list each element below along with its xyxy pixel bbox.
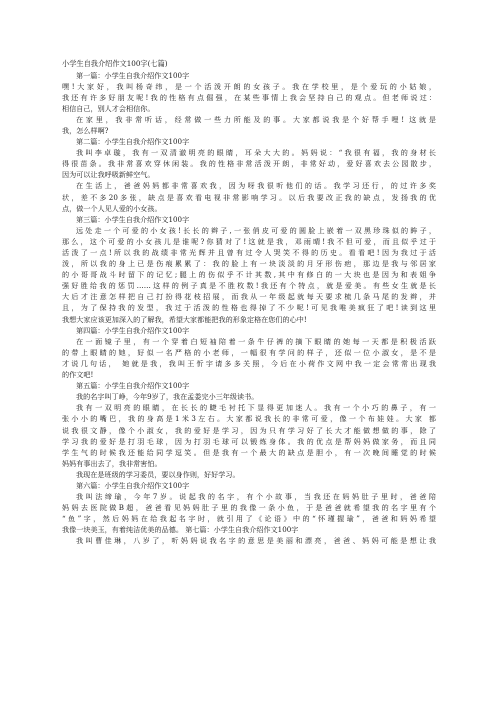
paragraph-line: 的小哥哥战斗时留下的记忆;腿上的伤似乎不计其数,其中有修白的一大块也是因为和表姐争	[62, 270, 436, 280]
paragraph-line: 状，差不多20多张，缺点是喜欢看电视非常影响学习。以后我要改正我的缺点，发扬我的优	[62, 192, 436, 202]
paragraph-line: 因为可以让我呼吸新鲜空气。	[62, 170, 155, 180]
paragraph-line: 活泼了一点!所以我的战绩非常光辉并且曾有过令人哭笑不得的历史。看看吧!因为我过于活	[62, 248, 436, 257]
paragraph-line: 相信自己，别人才会相信你。	[62, 103, 155, 113]
document-title: 小学生自我介绍作文100字(七篇)	[62, 59, 168, 68]
paragraph-line: 我现在是班级的学习委员，要以身作则，好好学习。	[76, 469, 240, 479]
paragraph-line: 在家里，我非常听话，经常做一些力所能及的事。大家都说我是个好帮手哩! 这就是	[76, 114, 436, 124]
paragraph-line: 才说几句话， 她就是我，我叫王忻宇请多多关照，今后在小荷作文网中我一定会常常出现我	[62, 358, 436, 368]
section-heading: 第二篇：小学生自我介绍作文100字	[76, 137, 190, 147]
paragraph-line: 学生气的时候我还能给同学逗笑。但是我有一个最大的缺点是胆小，有一次晚间睡觉的时候	[62, 447, 436, 457]
paragraph-line: 说我很文静，像个小淑女，我的爱好是学习，因为只有学习好了长大才能做想做的事，除了	[62, 425, 436, 435]
paragraph-line: 在生活上，爸爸妈妈都非常喜欢我，因为呀我很听他们的话。我学习还行，的过许多奖	[76, 181, 436, 191]
paragraph-line: 妈妈去医院做B超，爸爸看见妈妈肚子里的我像一条小鱼，于是爸爸就希望我的名字里有个	[62, 503, 436, 513]
section-heading: 第四篇：小学生自我介绍作文100字	[76, 325, 190, 335]
section-heading: 第六篇：小学生自我介绍作文100字	[76, 480, 190, 490]
paragraph-line: 我的名字叫丁峥，今年9岁了，我在孟娄完小三年级读书。	[76, 392, 259, 402]
section-heading: 第五篇：小学生自我介绍作文100字	[76, 381, 190, 391]
paragraph-line: 得很苗条。我非常喜欢穿休闲装。我的性格非常活泼开朗，非常好动，爱好喜欢去公园散步，	[62, 159, 436, 169]
paragraph-line: 的作文吧!	[62, 370, 94, 380]
paragraph-line: 在一面镜子里，有一个穿着白短袖陪着一条牛仔裤的摘下眼睛的她每一天都是积极活跃	[76, 336, 436, 346]
paragraph-line: 我想大家应该更加深入的了解我，希望大家都能把我的形象定格在您们的心中!	[62, 314, 307, 324]
paragraph-line: 学习我的爱好是打羽毛球，因为打羽毛球可以锻炼身体。我的优点是帮妈妈做家务，而且同	[62, 436, 436, 446]
document-page	[62, 58, 436, 547]
section-heading: 第三篇：小学生自我介绍作文100字	[76, 214, 190, 224]
paragraph-line: 且，为了保持我的发型，我过于活泼的性格也得掉了不少呢!可见我唯美疯狂了吧!读到这里	[62, 303, 436, 313]
paragraph-line: 张小小的嘴巴，我的身高是1米3左右。大家都说我长的非常可爱，像一个布娃娃。大家 都	[62, 414, 436, 424]
paragraph-line: 我叫法缔瑜，今年7岁。说起我的名字，有个小故事，当我还在妈妈肚子里时，爸爸陪	[76, 492, 436, 502]
paragraph-line: 泼，所以我的身上已是伤痕累累了：我的脸上有一块淡淡的月牙形伤疤，那边是我与邻居家	[62, 259, 436, 269]
paragraph-line: 我叫李卓璇，我有一双清澈明亮的眼睛，耳朵大大的。妈妈说：“我很有福，我的身材长	[76, 148, 436, 158]
paragraph-line: 强好胜给我的惩罚……这样的例子真是不胜枚数!我还有个特点，就是爱美。有些女生就是长	[62, 281, 436, 291]
paragraph-line: 那么，这个可爱的小女孩儿是谁呢?你猜对了!这就是我，邓雨晴!我不但可爱，而且似乎过于	[62, 236, 436, 246]
paragraph-line: 嘿!大家好，我叫杨奇纬，是一个活泼开朗的女孩子。我在学校里，是个爱玩的小姑娘，	[62, 81, 436, 91]
paragraph-line: 我有一双明亮的眼睛，在长长的睫毛衬托下显得更加迷人。我有一个小巧的鼻子，有一	[76, 403, 436, 413]
section-heading: 第一篇：小学生自我介绍作文100字	[76, 70, 190, 80]
paragraph-line: 我叫曹佳琳，八岁了，听妈妈说我名字的意思是美丽和漂亮，爸爸、妈妈可能是想让我	[76, 536, 436, 546]
paragraph-line: 点，做一个人见人爱的小女孩。	[62, 203, 162, 213]
paragraph-line: 远处走一个可爱的小女孩!长长的辫子,一张俏皮可爱的圆脸上嵌着一双黑珍珠似的眸子，	[76, 225, 436, 235]
paragraph-line: 大后才注意怎样把自己打扮得花枝招展，而我从一年级起就每天要求梳几条马尾的发辫，并	[62, 292, 436, 302]
paragraph-line: “鱼”字，然后妈妈在给我起名字时，就引用了《论语》中的“怀瑾握瑜”，爸爸和妈妈希望	[62, 514, 436, 524]
paragraph-line: 妈妈有事出去了，我非常害怕。	[62, 458, 162, 468]
document-body	[62, 70, 436, 547]
paragraph-line: 我像一块美玉，有着纯洁优美的品德。 第七篇：小学生自我介绍作文100字	[62, 525, 299, 535]
paragraph-line: 我还有许多好朋友呢!我的性格有点倔强，在某些事情上我会坚持自己的观点。但老师说过：	[62, 92, 436, 102]
paragraph-line: 的带上眼睛的她，好似一名严格的小老师，一幅很有学问的样子，还似一位小淑女，是不是	[62, 347, 436, 357]
paragraph-line: 我，怎么样啊?	[62, 125, 109, 135]
